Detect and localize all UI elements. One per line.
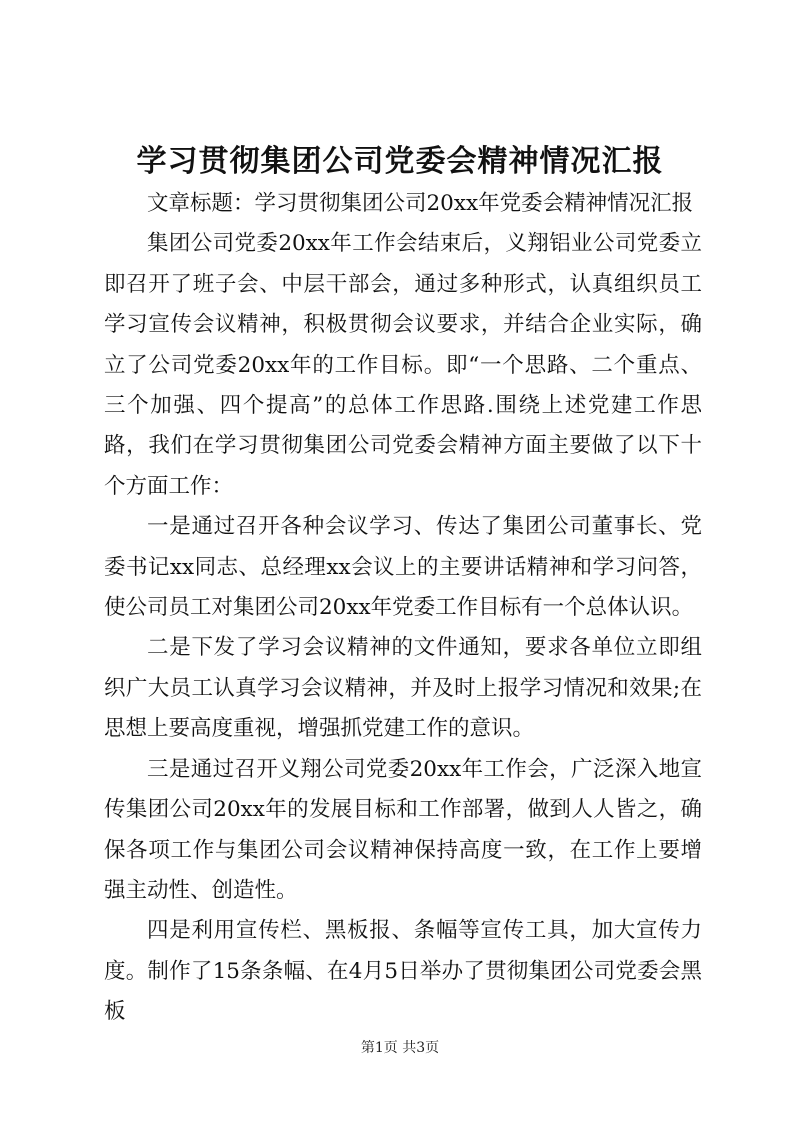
paragraph-item-4: 四是利用宣传栏、黑板报、条幅等宣传工具，加大宣传力度。制作了15条条幅、在4月5日举办了贯彻集团公司党委会黑板 [104,918,702,1025]
paragraph-item-2: 二是下发了学习会议精神的文件通知，要求各单位立即组织广大员工认真学习会议精神，并及时上报学习情况和效果;在思想上要高度重视，增强抓党建工作的意识。 [104,635,702,742]
document-title: 学习贯彻集团公司党委会精神情况汇报 [136,144,664,179]
paragraph-item-3: 三是通过召开义翔公司党委20xx年工作会，广泛深入地宣传集团公司20xx年的发展目标和工作部署，做到人人皆之，确保各项工作与集团公司会议精神保持高度一致，在工作上要增强主动性、创造性。 [104,756,702,903]
document-body [104,184,702,1033]
paragraph-intro: 集团公司党委20xx年工作会结束后，义翔铝业公司党委立即召开了班子会、中层干部会，通过多种形式，认真组织员工学习宣传会议精神，积极贯彻会议要求，并结合企业实际，确立了公司党委20xx年的工作目标。即“一个思路、二个重点、三个加强、四个提高”的总体工作思路.围绕上述党建工作思路，我们在学习贯彻集团公司党委会精神方面主要做了以下十个方面工作： [104,231,702,499]
paragraph-item-1: 一是通过召开各种会议学习、传达了集团公司董事长、党委书记xx同志、总经理xx会议上的主要讲话精神和学习问答，使公司员工对集团公司20xx年党委工作目标有一个总体认识。 [104,514,702,621]
page-footer: 第1页 共3页 [360,1040,440,1056]
article-title-line: 文章标题：学习贯彻集团公司20xx年党委会精神情况汇报 [147,191,694,216]
